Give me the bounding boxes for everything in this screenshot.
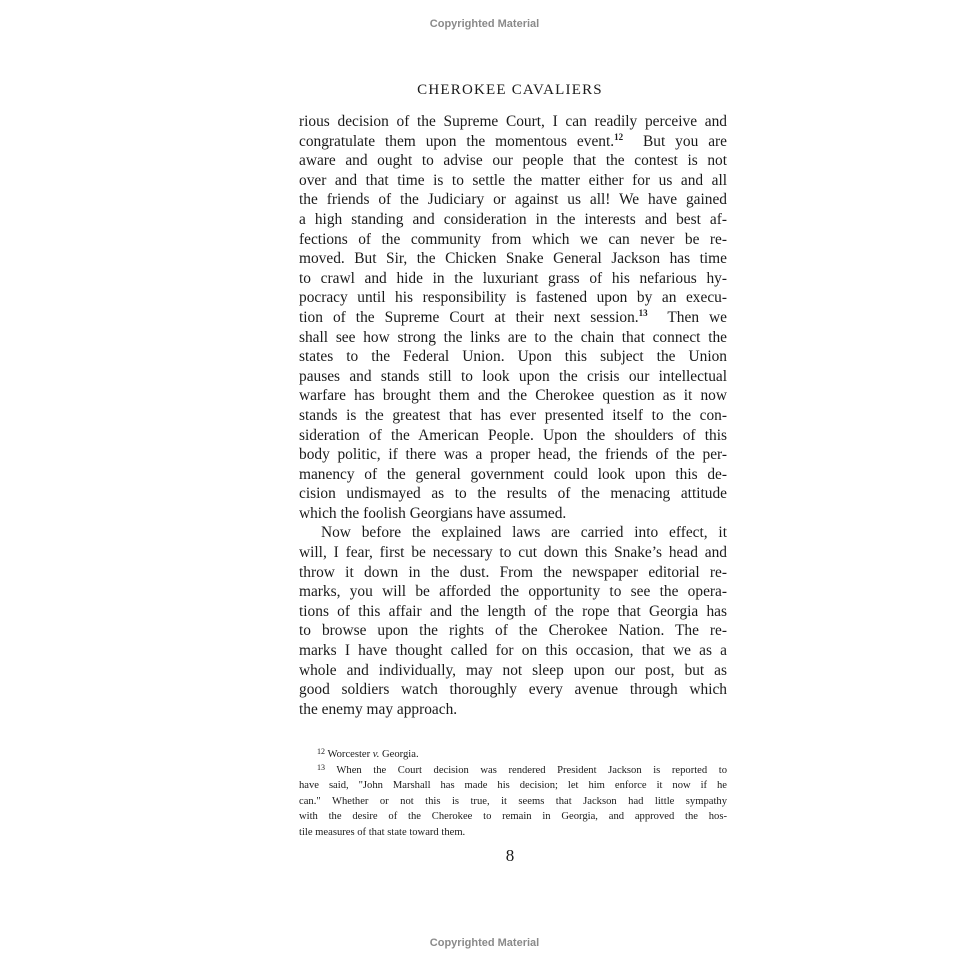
page-number: 8 xyxy=(505,846,515,865)
text-line: moved. But Sir, the Chicken Snake General Jackson has time xyxy=(299,250,727,268)
text-line: sideration of the American People. Upon the shoulders of this xyxy=(299,426,727,444)
text-line: which the foolish Georgians have assumed. xyxy=(299,504,567,522)
text-segment: tion of the Supreme Court at their next session. xyxy=(299,308,639,326)
text-line: Now before the explained laws are carried into effect, it xyxy=(321,524,727,542)
footnote-13-line: have said, "John Marshall has made his decision; let him enforce it now if he xyxy=(299,780,727,792)
text-line: over and that time is to settle the matter either for us and all xyxy=(299,171,727,189)
text-line: to crawl and hide in the luxuriant grass of his nefarious hy- xyxy=(299,269,727,287)
copyright-watermark-top: Copyrighted Material xyxy=(429,18,540,30)
text-line: rious decision of the Supreme Court, I can readily perceive and xyxy=(299,113,727,130)
body-text xyxy=(299,112,727,719)
text-line: aware and ought to advise our people that the contest is not xyxy=(299,152,727,170)
text-line: body politic, if there was a proper head, the friends of the per- xyxy=(299,446,727,464)
text-line: shall see how strong the links are to the chain that connect the xyxy=(299,328,727,346)
text-segment: Then we xyxy=(647,308,727,326)
text-line: to browse upon the rights of the Cherokee Nation. The re- xyxy=(299,622,727,640)
text-line: pauses and stands still to look upon the crisis our intellectual xyxy=(299,367,727,385)
footnote-number: 12 xyxy=(317,747,325,756)
footnote-13-line: with the desire of the Cherokee to remain in Georgia, and approved the hos- xyxy=(299,811,727,823)
text-line: states to the Federal Union. Upon this subject the Union xyxy=(299,348,727,366)
footnote-ref-13[interactable]: 13 xyxy=(638,307,648,318)
footnote-ref-12[interactable]: 12 xyxy=(614,131,624,142)
text-line: pocracy until his responsibility is fastened upon by an execu- xyxy=(299,289,727,307)
text-line xyxy=(299,132,727,152)
text-line: whole and individually, may not sleep upon our post, but as xyxy=(299,661,727,679)
footnote-text-italic: v. xyxy=(372,749,380,760)
text-line: manency of the general government could look upon this de- xyxy=(299,465,727,483)
footnote-13-line xyxy=(299,763,727,779)
text-line: fections of the community from which we can never be re- xyxy=(299,230,727,248)
copyright-watermark-bottom: Copyrighted Material xyxy=(429,937,540,949)
text-line: warfare has brought them and the Cherokee question as it now xyxy=(299,387,727,405)
text-line: marks I have thought called for on this occasion, that we as a xyxy=(299,642,727,660)
text-line: the enemy may approach. xyxy=(299,700,458,718)
footnote-12 xyxy=(299,747,727,763)
text-line: the friends of the Judiciary or against us all! We have gained xyxy=(299,191,727,209)
text-line: throw it down in the dust. From the newspaper editorial re- xyxy=(299,563,727,581)
text-line: marks, you will be afforded the opportunity to see the opera- xyxy=(299,583,727,601)
text-line: a high standing and consideration in the interests and best af- xyxy=(299,210,727,228)
text-line: cision undismayed as to the results of the menacing attitude xyxy=(299,485,727,503)
footnote-13-line: tile measures of that state toward them. xyxy=(299,826,466,838)
footnote-text: Georgia. xyxy=(379,749,419,760)
footnote-number: 13 xyxy=(317,762,325,772)
running-head: CHEROKEE CAVALIERS xyxy=(417,82,603,98)
footnote-text: Worcester xyxy=(327,749,373,760)
footnotes xyxy=(299,747,727,841)
text-line: will, I fear, first be necessary to cut down this Snake’s head and xyxy=(299,544,727,562)
text-line: good soldiers watch thoroughly every avenue through which xyxy=(299,681,727,699)
text-line xyxy=(299,308,727,328)
footnote-13-line: can." Whether or not this is true, it seems that Jackson had little sympathy xyxy=(299,795,727,807)
text-segment: But you are xyxy=(623,132,727,150)
text-segment: congratulate them upon the momentous event. xyxy=(299,132,615,150)
text-line: stands is the greatest that has ever presented itself to the con- xyxy=(299,406,727,424)
text-line: tions of this affair and the length of the rope that Georgia has xyxy=(299,602,727,620)
footnote-text: When the Court decision was rendered President Jackson is reported to xyxy=(336,764,728,776)
